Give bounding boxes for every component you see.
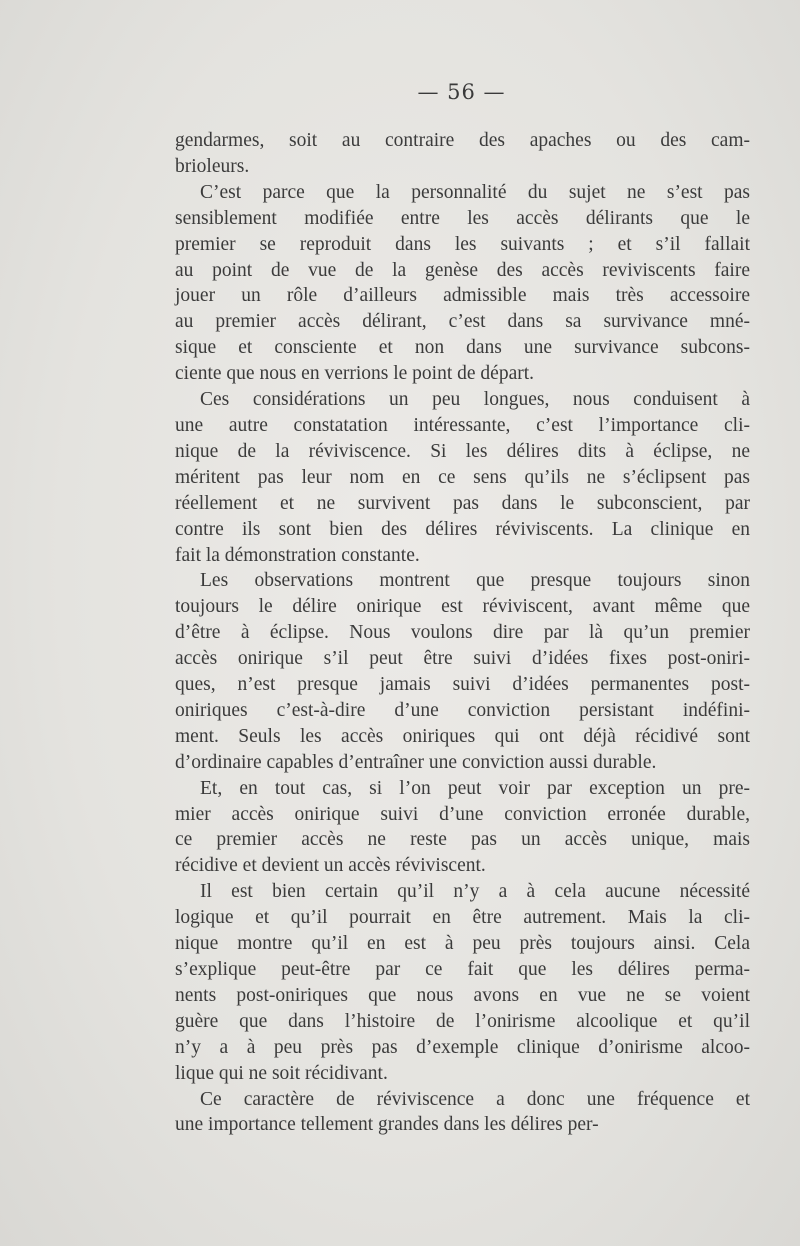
text-line: s’explique peut-être par ce fait que les délires perma- bbox=[175, 959, 750, 980]
text-line: nents post-oniriques que nous avons en vue ne se voient bbox=[175, 984, 750, 1006]
text-line: guère que dans l’histoire de l’onirisme alcoolique et qu’il bbox=[175, 1010, 750, 1032]
text-line: Et, en tout cas, si l’on peut voir par exception un pre- bbox=[200, 777, 750, 799]
text-line: jouer un rôle d’ailleurs admissible mais très accessoire bbox=[175, 285, 750, 307]
text-line: sensiblement modifiée entre les accès délirants que le bbox=[175, 207, 750, 229]
text-line: toujours le délire onirique est réviviscent, avant même que bbox=[175, 596, 750, 618]
text-line: contre ils sont bien des délires réviviscents. La clinique en bbox=[175, 518, 750, 540]
text-line: ce premier accès ne reste pas un accès unique, mais bbox=[175, 829, 750, 851]
text-line: fait la démonstration constante. bbox=[175, 544, 420, 566]
text-line: C’est parce que la personnalité du sujet ne s’est pas bbox=[200, 181, 750, 203]
text-line: ment. Seuls les accès oniriques qui ont déjà récidivé sont bbox=[175, 725, 750, 747]
paragraph bbox=[175, 1087, 750, 1139]
text-line: gendarmes, soit au contraire des apaches ou des cam- bbox=[175, 130, 750, 151]
text-line: ques, n’est presque jamais suivi d’idées permanentes post- bbox=[175, 674, 750, 696]
paragraph bbox=[175, 387, 750, 568]
body-text bbox=[175, 128, 750, 1138]
text-line: Ce caractère de réviviscence a donc une fréquence et bbox=[200, 1088, 750, 1110]
text-line: méritent pas leur nom en ce sens qu’ils ne s’éclipsent pas bbox=[175, 466, 750, 488]
text-line: logique et qu’il pourrait en être autrement. Mais la cli- bbox=[175, 907, 750, 929]
text-line: Il est bien certain qu’il n’y a à cela aucune nécessité bbox=[200, 881, 750, 903]
text-line: réellement et ne survivent pas dans le subconscient, par bbox=[175, 492, 750, 514]
text-line: au point de vue de la genèse des accès reviviscents faire bbox=[175, 259, 750, 281]
text-line: accès onirique s’il peut être suivi d’idées fixes post-oniri- bbox=[175, 648, 750, 670]
text-line: au premier accès délirant, c’est dans sa survivance mné- bbox=[175, 311, 750, 333]
paragraph bbox=[175, 776, 750, 880]
paragraph bbox=[175, 879, 750, 1086]
text-line: d’être à éclipse. Nous voulons dire par là qu’un premier bbox=[175, 622, 750, 644]
text-line: premier se reproduit dans les suivants ; et s’il fallait bbox=[175, 233, 750, 255]
text-line: mier accès onirique suivi d’une conviction erronée durable, bbox=[175, 803, 750, 825]
text-line: ciente que nous en verrions le point de départ. bbox=[175, 363, 535, 385]
page-number: — 56 — bbox=[417, 80, 506, 104]
text-line: sique et consciente et non dans une survivance subcons- bbox=[175, 337, 750, 359]
text-line: Les observations montrent que presque toujours sinon bbox=[200, 570, 750, 592]
text-line: Ces considérations un peu longues, nous conduisent à bbox=[200, 389, 750, 411]
text-line: nique de la réviviscence. Si les délires dits à éclipse, ne bbox=[175, 440, 750, 462]
text-line: oniriques c’est-à-dire d’une conviction persistant indéfini- bbox=[175, 699, 750, 721]
text-line: une importance tellement grandes dans les délires per- bbox=[175, 1114, 599, 1136]
text-line: d’ordinaire capables d’entraîner une conviction aussi durable. bbox=[175, 751, 657, 773]
text-line: récidive et devient un accès réviviscent. bbox=[175, 855, 486, 877]
text-line: nique montre qu’il en est à peu près toujours ainsi. Cela bbox=[175, 933, 750, 955]
text-line: lique qui ne soit récidivant. bbox=[175, 1062, 388, 1084]
text-line: n’y a à peu près pas d’exemple clinique d’onirisme alcoo- bbox=[175, 1036, 750, 1058]
text-line: brioleurs. bbox=[175, 155, 250, 177]
paragraph bbox=[175, 568, 750, 775]
paragraph bbox=[175, 128, 750, 180]
text-line: une autre constatation intéressante, c’est l’importance cli- bbox=[175, 414, 750, 436]
paragraph bbox=[175, 180, 750, 387]
